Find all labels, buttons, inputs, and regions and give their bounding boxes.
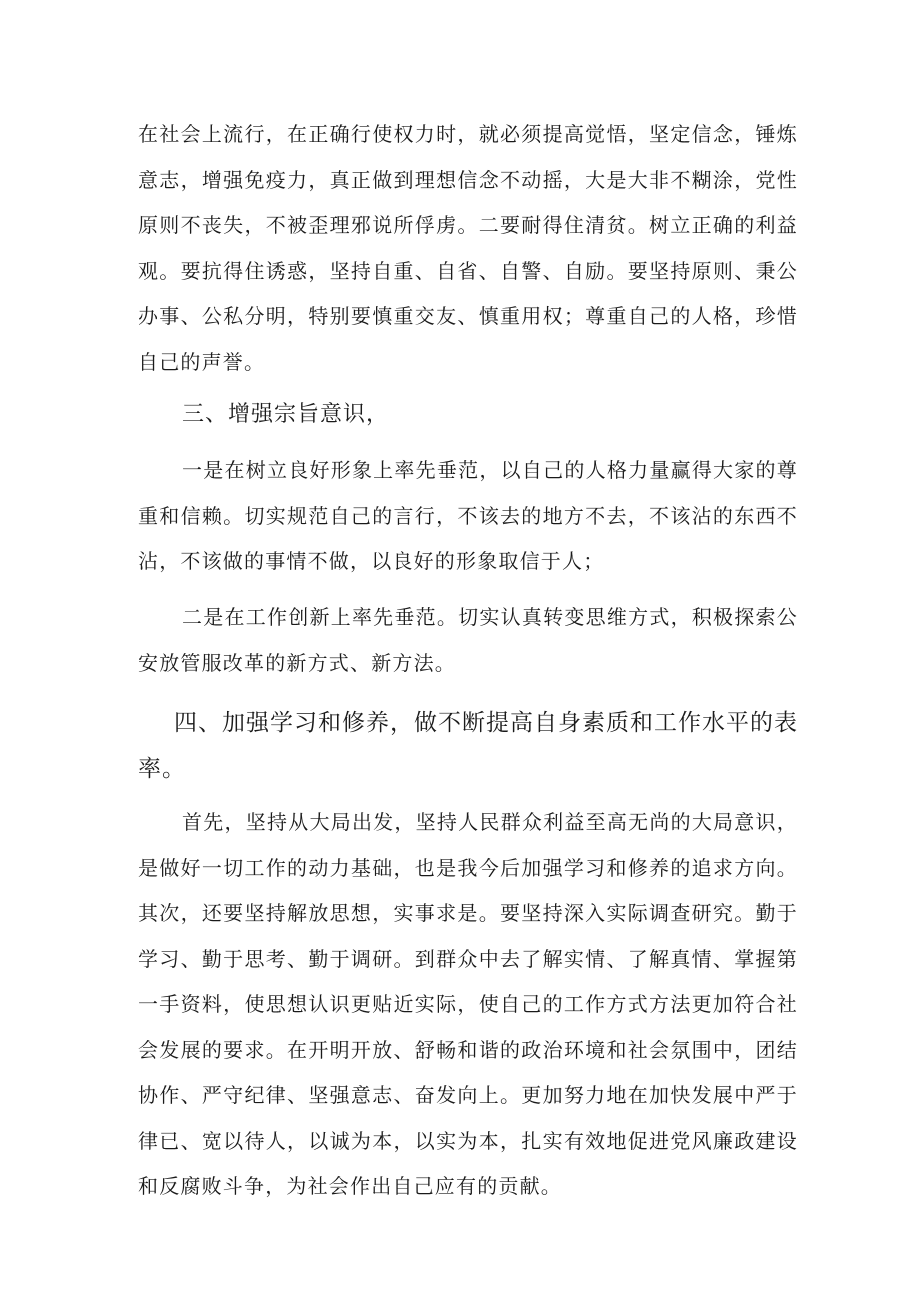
paragraph-continuation: 在社会上流行，在正确行使权力时，就必须提高觉悟，坚定信念，锤炼意志，增强免疫力，真正做到理想信念不动摇，大是大非不糊涂，党性原则不丧失，不被歪理邪说所俘虏。二要耐得住清贫。树立正确的利益观。要抗得住诱惑，坚持自重、自省、自警、自励。要坚持原则、秉公办事、公私分明，特别要慎重交友、慎重用权；尊重自己的人格，珍惜自己的声誉。: [138, 122, 798, 374]
paragraph-second-point: 二是在工作创新上率先垂范。切实认真转变思维方式，积极探索公安放管服改革的新方式、新方法。: [138, 605, 798, 675]
section-heading-4: 四、加强学习和修养，做不断提高自身素质和工作水平的表率。: [138, 710, 798, 782]
paragraph-study-cultivation: 首先，坚持从大局出发，坚持人民群众利益至高无尚的大局意识，是做好一切工作的动力基础，也是我今后加强学习和修养的追求方向。其次，还要坚持解放思想，实事求是。要坚持深入实际调查研究。勤于学习、勤于思考、勤于调研。到群众中去了解实情、了解真情、掌握第一手资料，使思想认识更贴近实际，使自己的工作方式方法更加符合社会发展的要求。在开明开放、舒畅和谐的政治环境和社会氛围中，团结协作、严守纪律、坚强意志、奋发向上。更加努力地在加快发展中严于律已、宽以待人，以诚为本，以实为本，扎实有效地促进党风廉政建设和反腐败斗争，为社会作出自己应有的贡献。: [138, 810, 798, 1198]
paragraph-first-point: 一是在树立良好形象上率先垂范，以自己的人格力量赢得大家的尊重和信赖。切实规范自己的言行，不该去的地方不去，不该沾的东西不沾，不该做的事情不做，以良好的形象取信于人；: [138, 458, 798, 573]
section-heading-3: 三、增强宗旨意识，: [182, 402, 390, 427]
